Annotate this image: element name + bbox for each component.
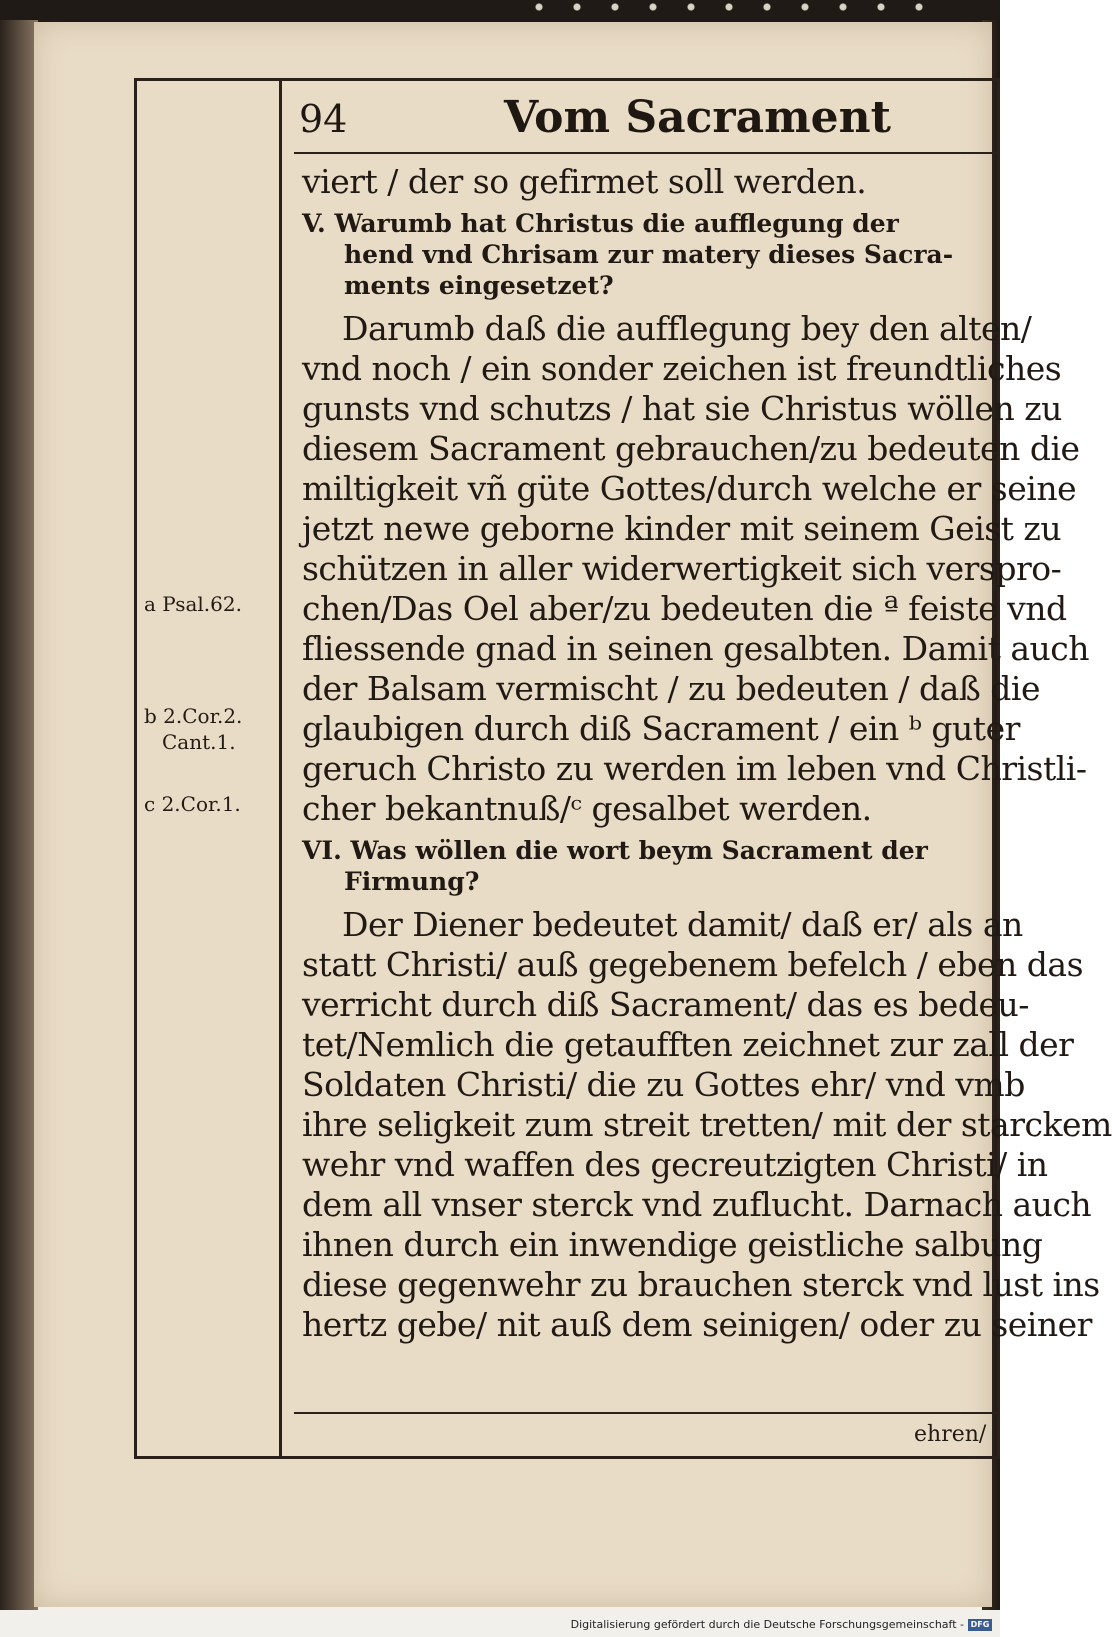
text-line: diesem Sacrament gebrauchen/zu bedeuten die — [302, 429, 1080, 468]
text-line: statt Christi/ auß gegebenem befelch / eben das — [302, 945, 1084, 984]
scripture-reference: Cant.1. — [162, 730, 236, 754]
margin-rule — [279, 78, 282, 1456]
question-5 — [302, 208, 992, 301]
question-line: Was wöllen die wort beym Sacrament der — [350, 836, 928, 865]
text-line: glaubigen durch diß Sacrament / ein ᵇ guter — [302, 709, 1020, 748]
header-rule — [294, 152, 999, 154]
dfg-logo: DFG — [968, 1619, 992, 1631]
footer-rule — [294, 1412, 999, 1414]
catchword: ehren/ — [914, 1422, 987, 1447]
scripture-reference: 2.Cor.2. — [163, 704, 243, 728]
text-line: Soldaten Christi/ die zu Gottes ehr/ vnd vmb — [302, 1065, 1025, 1104]
answer-6 — [302, 905, 1112, 1345]
text-line: cher bekantnuß/ᶜ gesalbet werden. — [302, 789, 872, 828]
page-number: 94 — [299, 97, 348, 141]
scripture-reference: Psal.62. — [162, 592, 242, 616]
footnote-mark: c — [144, 792, 156, 816]
text-line: chen/Das Oel aber/zu bedeuten die ª feiste vnd — [302, 589, 1067, 628]
question-line: hend vnd Chrisam zur matery dieses Sacra- — [344, 240, 954, 269]
text-line: der Balsam vermischt / zu bedeuten / daß die — [302, 669, 1040, 708]
text-line: fliessende gnad in seinen gesalbten. Damit auch — [302, 629, 1090, 668]
text-line: verricht durch diß Sacrament/ das es bedeu- — [302, 985, 1029, 1024]
text-line: gunsts vnd schutzs / hat sie Christus wöllen zu — [302, 389, 1062, 428]
marginal-note-a — [144, 592, 242, 616]
text-line: tet/Nemlich die getaufften zeichnet zur zall der — [302, 1025, 1074, 1064]
footnote-mark: b — [144, 704, 157, 728]
text-line: ihre seligkeit zum streit tretten/ mit der starckem — [302, 1105, 1112, 1144]
text-line: wehr vnd waffen des gecreutzigten Christi/ in — [302, 1145, 1048, 1184]
text-line: viert / der so gefirmet soll werden. — [302, 162, 867, 201]
text-line: miltigkeit vñ güte Gottes/durch welche er seine — [302, 469, 1077, 508]
question-line: ments eingesetzet? — [344, 271, 614, 300]
text-line: Darumb daß die aufflegung bey den alten/ — [342, 309, 1032, 348]
text-line: dem all vnser sterck vnd zuflucht. Darnach auch — [302, 1185, 1092, 1224]
marginal-note-b — [144, 704, 242, 728]
book-page — [34, 22, 1112, 1607]
text-line: hertz gebe/ nit auß dem seinigen/ oder zu seiner — [302, 1305, 1092, 1344]
question-6 — [302, 835, 992, 897]
text-line: diese gegenwehr zu brauchen sterck vnd lust ins — [302, 1265, 1100, 1304]
left-book-edge — [0, 20, 38, 1610]
question-line: Firmung? — [344, 867, 480, 896]
text-line: geruch Christo zu werden im leben vnd Christli- — [302, 749, 1087, 788]
marginal-note-b2 — [162, 730, 236, 754]
digitization-credit — [571, 1618, 992, 1631]
text-line: vnd noch / ein sonder zeichen ist freundtliches — [302, 349, 1062, 388]
text-line: schützen in aller widerwertigkeit sich verspro- — [302, 549, 1062, 588]
marginal-note-c — [144, 792, 241, 816]
question-number: V. — [302, 209, 326, 238]
answer-5 — [302, 309, 1090, 829]
text-line: Der Diener bedeutet damit/ daß er/ als an — [342, 905, 1023, 944]
credit-text: Digitalisierung gefördert durch die Deutsche Forschungsgemeinschaft - — [570, 1618, 964, 1631]
main-text — [302, 162, 1112, 1345]
binding-holes — [520, 2, 940, 12]
footnote-mark: a — [144, 592, 156, 616]
question-number: VI. — [302, 836, 342, 865]
running-title: Vom Sacrament — [504, 92, 891, 143]
text-line: jetzt newe geborne kinder mit seinem Geist zu — [302, 509, 1062, 548]
question-line: Warumb hat Christus die aufflegung der — [334, 209, 899, 238]
text-line: ihnen durch ein inwendige geistliche salbung — [302, 1225, 1043, 1264]
scripture-reference: 2.Cor.1. — [161, 792, 241, 816]
